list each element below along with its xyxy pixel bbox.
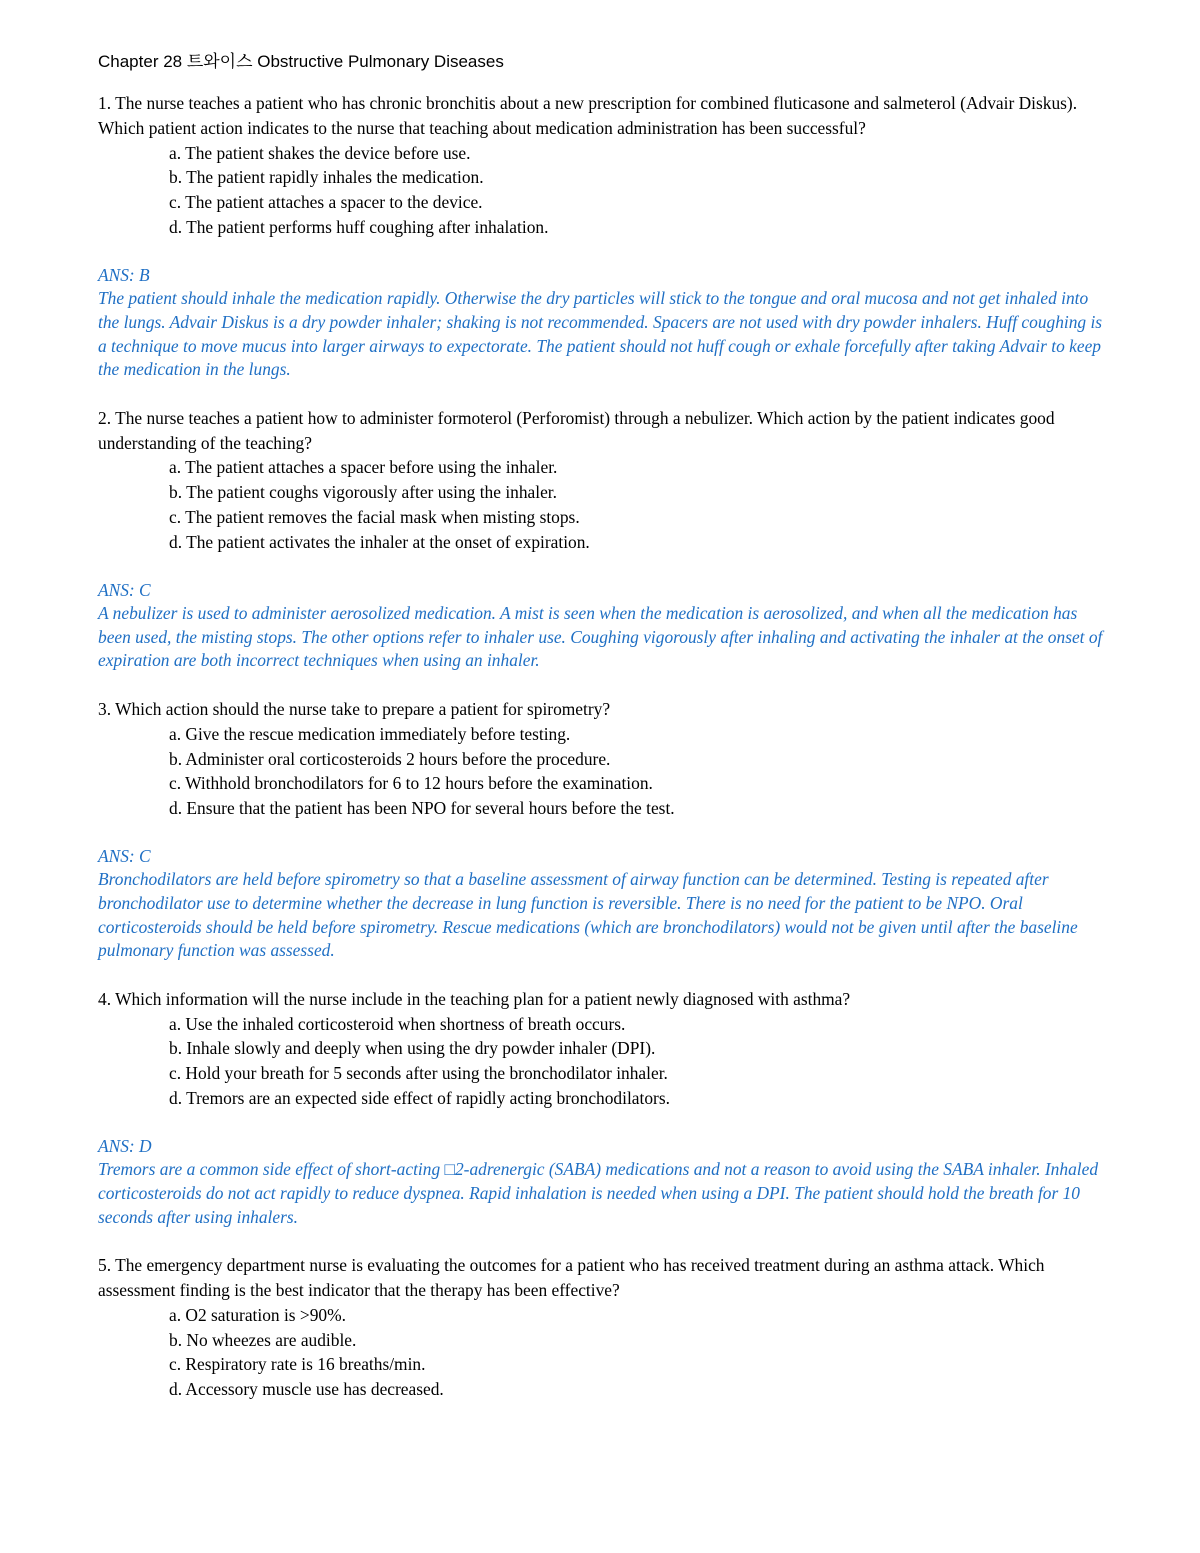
- answer-block: [98, 579, 1108, 673]
- document-page: [98, 50, 1108, 1402]
- question-stem: 3. Which action should the nurse take to prepare a patient for spirometry?: [98, 698, 611, 719]
- answer-options: [98, 722, 1108, 821]
- chapter-heading: Chapter 28 트와이스 Obstructive Pulmonary Diseases: [98, 52, 504, 71]
- question-item: [98, 91, 1108, 382]
- option-d: d. The patient performs huff coughing after inhalation.: [169, 216, 549, 237]
- option-d: d. The patient activates the inhaler at the onset of expiration.: [169, 531, 590, 552]
- option-d: d. Tremors are an expected side effect of rapidly acting bronchodilators.: [169, 1088, 670, 1109]
- answer-key: ANS: D: [98, 1135, 152, 1156]
- answer-options: [98, 141, 1108, 240]
- option-d: d. Ensure that the patient has been NPO for several hours before the test.: [169, 798, 675, 819]
- answer-rationale: A nebulizer is used to administer aerosolized medication. A mist is seen when the medication is aerosolized, and when all the medication has been used, the misting stops. The other options refer to inhaler use. Coughing vigorously after inhaling and activating the inhaler at the onset of expiration are both incorrect techniques when using an inhaler.: [98, 603, 1103, 671]
- answer-block: [98, 1135, 1108, 1229]
- question-item: [98, 987, 1108, 1229]
- answer-block: [98, 264, 1108, 382]
- option-c: c. The patient removes the facial mask when misting stops.: [169, 506, 580, 527]
- answer-key: ANS: B: [98, 264, 150, 285]
- option-c: c. Withhold bronchodilators for 6 to 12 hours before the examination.: [169, 773, 653, 794]
- question-item: [98, 406, 1108, 673]
- option-a: a. Give the rescue medication immediately before testing.: [169, 723, 571, 744]
- question-item: [98, 697, 1108, 963]
- option-a: a. The patient shakes the device before use.: [169, 142, 471, 163]
- option-c: c. The patient attaches a spacer to the device.: [169, 192, 483, 213]
- answer-rationale: Tremors are a common side effect of short-acting □2-adrenergic (SABA) medications and not a reason to avoid using the SABA inhaler. Inhaled corticosteroids do not act rapidly to reduce dyspnea. Rapid inhalation is needed when using a DPI. The patient should hold the breath for 10 seconds after using inhalers.: [98, 1159, 1099, 1227]
- answer-key: ANS: C: [98, 845, 151, 866]
- option-b: b. The patient coughs vigorously after using the inhaler.: [169, 482, 557, 503]
- answer-options: [98, 1303, 1108, 1402]
- answer-key: ANS: C: [98, 579, 151, 600]
- question-stem: 1. The nurse teaches a patient who has chronic bronchitis about a new prescription for combined fluticasone and salmeterol (Advair Diskus). Which patient action indicates to the nurse that teaching about medication administration has been successful?: [98, 93, 1078, 138]
- question-item: [98, 1253, 1108, 1402]
- option-a: a. O2 saturation is >90%.: [169, 1304, 346, 1325]
- question-stem: 2. The nurse teaches a patient how to administer formoterol (Perforomist) through a nebulizer. Which action by the patient indicates good understanding of the teaching?: [98, 407, 1055, 453]
- option-c: c. Hold your breath for 5 seconds after using the bronchodilator inhaler.: [169, 1063, 668, 1084]
- option-b: b. Inhale slowly and deeply when using the dry powder inhaler (DPI).: [169, 1038, 656, 1059]
- answer-options: [98, 455, 1108, 554]
- question-stem: 4. Which information will the nurse include in the teaching plan for a patient newly diagnosed with asthma?: [98, 988, 851, 1009]
- option-b: b. The patient rapidly inhales the medication.: [169, 167, 484, 188]
- option-b: b. Administer oral corticosteroids 2 hours before the procedure.: [169, 748, 611, 769]
- option-d: d. Accessory muscle use has decreased.: [169, 1379, 444, 1400]
- answer-rationale: Bronchodilators are held before spirometry so that a baseline assessment of airway function can be determined. Testing is repeated after bronchodilator use to determine whether the decrease in lung function is reversible. There is no need for the patient to be NPO. Oral corticosteroids should be held before spirometry. Rescue medications (which are bronchodilators) would not be given until after the baseline pulmonary function was assessed.: [98, 869, 1078, 961]
- answer-options: [98, 1012, 1108, 1111]
- option-c: c. Respiratory rate is 16 breaths/min.: [169, 1354, 426, 1375]
- option-b: b. No wheezes are audible.: [169, 1329, 357, 1350]
- option-a: a. Use the inhaled corticosteroid when shortness of breath occurs.: [169, 1013, 626, 1034]
- answer-rationale: The patient should inhale the medication rapidly. Otherwise the dry particles will stick to the tongue and oral mucosa and not get inhaled into the lungs. Advair Diskus is a dry powder inhaler; shaking is not recommended. Spacers are not used with dry powder inhalers. Huff coughing is a technique to move mucus into larger airways to expectorate. The patient should not huff cough or exhale forcefully after taking Advair to keep the medication in the lungs.: [98, 288, 1103, 380]
- answer-block: [98, 845, 1108, 963]
- question-stem: 5. The emergency department nurse is evaluating the outcomes for a patient who has received treatment during an asthma attack. Which assessment finding is the best indicator that the therapy has been effective?: [98, 1255, 1045, 1301]
- option-a: a. The patient attaches a spacer before using the inhaler.: [169, 457, 558, 478]
